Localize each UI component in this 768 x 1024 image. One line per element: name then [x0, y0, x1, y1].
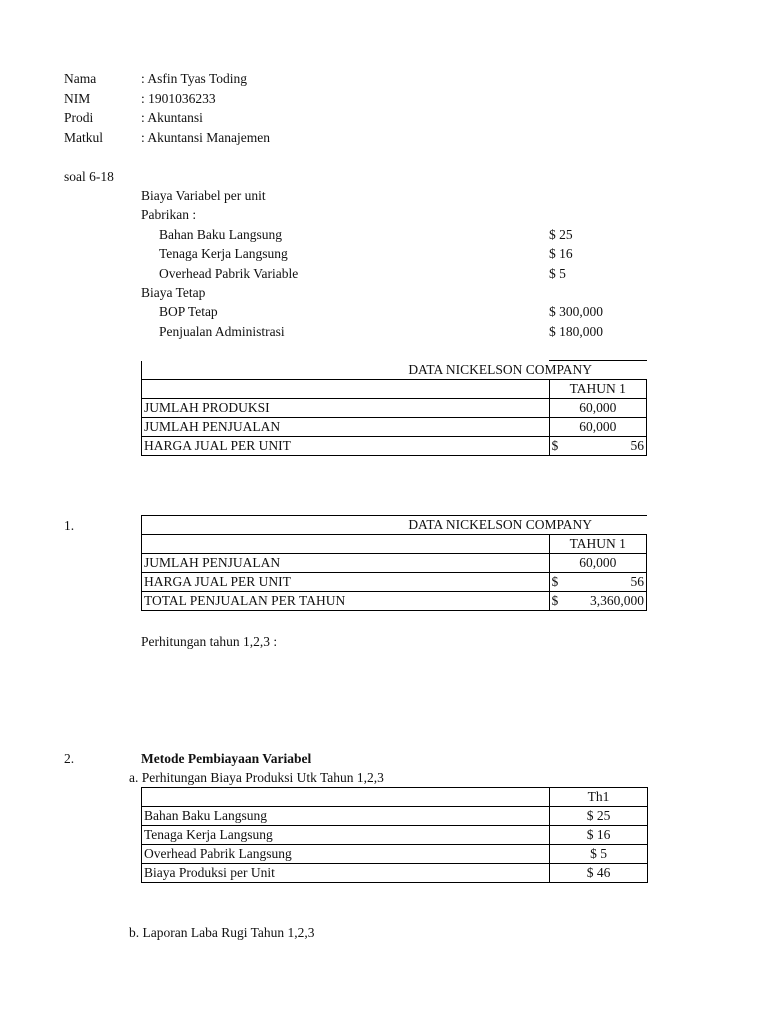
row-value: $ 25 — [550, 807, 648, 826]
row-money — [549, 573, 646, 592]
row-label: HARGA JUAL PER UNIT — [142, 437, 550, 456]
column-header: TAHUN 1 — [549, 535, 646, 554]
var-item-name: Bahan Baku Langsung — [159, 227, 282, 242]
label-nim: NIM — [64, 91, 91, 106]
table-row — [142, 437, 647, 456]
part2-b-label: b. Laporan Laba Rugi Tahun 1,2,3 — [129, 925, 315, 940]
row-label: TOTAL PENJUALAN PER TAHUN — [142, 592, 550, 611]
part2-title: Metode Pembiayaan Variabel — [141, 751, 312, 766]
label-matkul: Matkul — [64, 130, 103, 145]
value-nim: : 1901036233 — [141, 91, 216, 106]
row-money — [549, 437, 646, 456]
table-title: DATA NICKELSON COMPANY — [142, 516, 550, 535]
row-label: JUMLAH PENJUALAN — [142, 418, 550, 437]
column-header: TAHUN 1 — [549, 380, 646, 399]
tetap-item-name: Penjualan Administrasi — [159, 324, 285, 339]
variabel-title: Biaya Variabel per unit — [141, 188, 266, 203]
table-row — [142, 554, 647, 573]
nickelson-data-table — [141, 360, 647, 456]
row-label: Tenaga Kerja Langsung — [142, 826, 550, 845]
table-row — [142, 864, 648, 883]
column-header: Th1 — [550, 788, 648, 807]
table-row — [142, 592, 647, 611]
label-nama: Nama — [64, 71, 97, 86]
money-value: 56 — [630, 438, 644, 453]
row-money — [549, 592, 646, 611]
var-item-name: Overhead Pabrik Variable — [159, 266, 299, 281]
row-label: JUMLAH PRODUKSI — [142, 399, 550, 418]
table-row — [142, 826, 648, 845]
table-title: DATA NICKELSON COMPANY — [142, 361, 550, 380]
tetap-title: Biaya Tetap — [141, 285, 206, 300]
row-label: Bahan Baku Langsung — [142, 807, 550, 826]
var-item-value: $ 25 — [549, 227, 573, 242]
value-nama: : Asfin Tyas Toding — [141, 71, 247, 86]
var-item-value: $ 16 — [549, 246, 573, 261]
var-item-name: Tenaga Kerja Langsung — [159, 246, 288, 261]
biaya-produksi-table — [141, 787, 648, 883]
money-value: 3,360,000 — [590, 593, 644, 608]
row-label: Biaya Produksi per Unit — [142, 864, 550, 883]
row-label: Overhead Pabrik Langsung — [142, 845, 550, 864]
part2-number: 2. — [64, 751, 75, 766]
row-value: $ 5 — [550, 845, 648, 864]
value-prodi: : Akuntansi — [141, 110, 203, 125]
nickelson-sales-table — [141, 515, 647, 611]
row-value: 60,000 — [549, 554, 646, 573]
currency-symbol: $ — [551, 574, 559, 589]
label-prodi: Prodi — [64, 110, 94, 125]
perhitungan-note: Perhitungan tahun 1,2,3 : — [141, 634, 278, 649]
row-value: 60,000 — [549, 399, 646, 418]
row-value: 60,000 — [549, 418, 646, 437]
soal-label: soal 6-18 — [64, 169, 114, 184]
row-value: $ 46 — [550, 864, 648, 883]
part2-a-label: a. Perhitungan Biaya Produksi Utk Tahun 1,2,3 — [129, 770, 384, 785]
table-row — [142, 418, 647, 437]
pabrikan-label: Pabrikan : — [141, 207, 197, 222]
money-value: 56 — [630, 574, 644, 589]
table-row — [142, 845, 648, 864]
currency-symbol: $ — [551, 593, 559, 608]
tetap-item-value: $ 180,000 — [549, 324, 603, 339]
value-matkul: : Akuntansi Manajemen — [141, 130, 270, 145]
row-label: HARGA JUAL PER UNIT — [142, 573, 550, 592]
tetap-item-value: $ 300,000 — [549, 304, 603, 319]
tetap-item-name: BOP Tetap — [159, 304, 218, 319]
currency-symbol: $ — [551, 438, 559, 453]
table-row — [142, 573, 647, 592]
part1-number: 1. — [64, 518, 75, 533]
row-value: $ 16 — [550, 826, 648, 845]
table-row — [142, 807, 648, 826]
var-item-value: $ 5 — [549, 266, 566, 281]
table-row — [142, 399, 647, 418]
row-label: JUMLAH PENJUALAN — [142, 554, 550, 573]
